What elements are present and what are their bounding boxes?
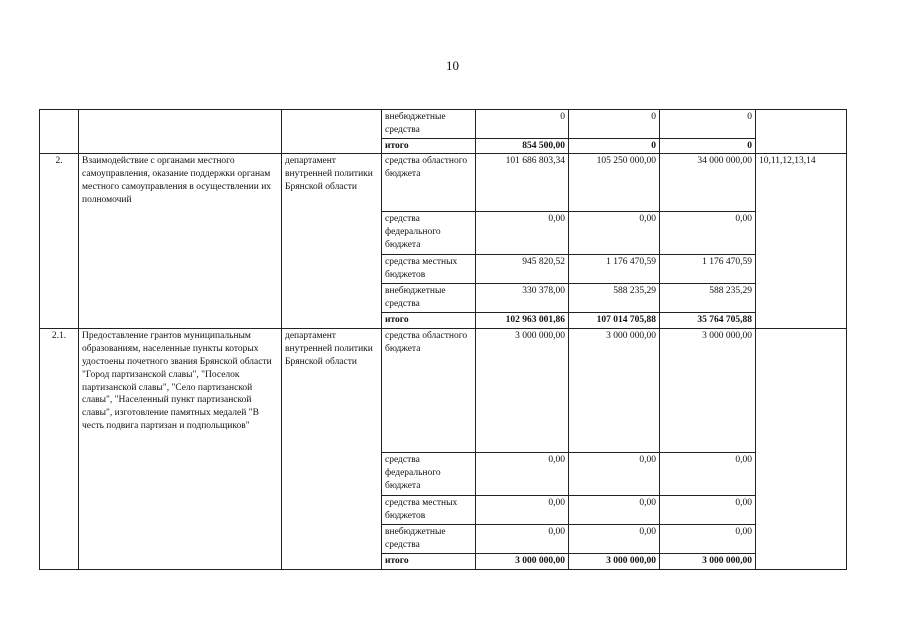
cell-amount-2: 588 235,29 [569, 284, 660, 313]
cell-amount-3: 0,00 [660, 525, 756, 554]
cell-number [40, 212, 79, 329]
cell-description: Взаимодействие с органами местного самоуправления, оказание поддержки органам местного самоуправления в осуществлении их полномочий [79, 154, 282, 212]
cell-amount-1: 0,00 [476, 453, 569, 496]
cell-executor: департамент внутренней политики Брянской области [282, 329, 382, 453]
cell-number [40, 110, 79, 154]
cell-source: итого [382, 138, 476, 154]
cell-description [79, 453, 282, 570]
cell-amount-1: 0 [476, 110, 569, 139]
cell-amount-2: 0,00 [569, 496, 660, 525]
page-number: 10 [446, 58, 459, 73]
cell-source: внебюджетные средства [382, 110, 476, 139]
cell-indicators [756, 212, 847, 329]
cell-indicators [756, 110, 847, 154]
cell-amount-3: 0,00 [660, 212, 756, 255]
cell-number: 2.1. [40, 329, 79, 453]
cell-description [79, 110, 282, 154]
cell-amount-1: 0,00 [476, 496, 569, 525]
cell-amount-2: 3 000 000,00 [569, 554, 660, 570]
cell-amount-3: 34 000 000,00 [660, 154, 756, 212]
cell-amount-1: 945 820,52 [476, 255, 569, 284]
cell-amount-2: 0,00 [569, 212, 660, 255]
cell-amount-2: 105 250 000,00 [569, 154, 660, 212]
cell-amount-1: 854 500,00 [476, 138, 569, 154]
cell-amount-3: 588 235,29 [660, 284, 756, 313]
cell-executor [282, 110, 382, 154]
cell-amount-1: 102 963 001,86 [476, 313, 569, 329]
cell-indicators [756, 329, 847, 453]
cell-source: средства областного бюджета [382, 154, 476, 212]
cell-amount-1: 101 686 803,34 [476, 154, 569, 212]
cell-source: средства местных бюджетов [382, 496, 476, 525]
cell-amount-3: 0 [660, 110, 756, 139]
cell-source: итого [382, 554, 476, 570]
cell-amount-3: 1 176 470,59 [660, 255, 756, 284]
cell-source: средства федерального бюджета [382, 453, 476, 496]
cell-source: средства федерального бюджета [382, 212, 476, 255]
budget-table [39, 109, 847, 570]
table-row [40, 110, 847, 139]
cell-executor: департамент внутренней политики Брянской области [282, 154, 382, 212]
cell-amount-1: 3 000 000,00 [476, 329, 569, 453]
cell-amount-2: 1 176 470,59 [569, 255, 660, 284]
cell-amount-1: 0,00 [476, 212, 569, 255]
cell-source: средства местных бюджетов [382, 255, 476, 284]
table-row [40, 453, 847, 496]
cell-amount-2: 107 014 705,88 [569, 313, 660, 329]
cell-amount-2: 0 [569, 110, 660, 139]
cell-amount-3: 3 000 000,00 [660, 329, 756, 453]
cell-amount-2: 3 000 000,00 [569, 329, 660, 453]
cell-executor [282, 453, 382, 570]
cell-executor [282, 212, 382, 329]
table-row [40, 212, 847, 255]
cell-number [40, 453, 79, 570]
cell-indicators: 10,11,12,13,14 [756, 154, 847, 212]
cell-amount-3: 35 764 705,88 [660, 313, 756, 329]
cell-amount-1: 0,00 [476, 525, 569, 554]
cell-description [79, 212, 282, 329]
cell-amount-3: 0,00 [660, 453, 756, 496]
cell-source: средства областного бюджета [382, 329, 476, 453]
cell-amount-2: 0,00 [569, 453, 660, 496]
table-row [40, 154, 847, 212]
cell-source: внебюджетные средства [382, 525, 476, 554]
cell-number: 2. [40, 154, 79, 212]
cell-amount-2: 0 [569, 138, 660, 154]
cell-indicators [756, 453, 847, 570]
cell-description: Предоставление грантов муниципальным образованиям, населенные пункты которых удостоены почетного звания Брянской области "Город партизанской славы", "Поселок партизанской славы", "Село партизанской славы", "Населенный пункт партизанской славы", изготовление памятных медалей "В честь подвига партизан и подпольщиков" [79, 329, 282, 453]
cell-source: итого [382, 313, 476, 329]
cell-amount-1: 330 378,00 [476, 284, 569, 313]
cell-amount-3: 0 [660, 138, 756, 154]
table-row [40, 329, 847, 453]
cell-amount-2: 0,00 [569, 525, 660, 554]
cell-amount-1: 3 000 000,00 [476, 554, 569, 570]
cell-source: внебюджетные средства [382, 284, 476, 313]
cell-amount-3: 3 000 000,00 [660, 554, 756, 570]
cell-amount-3: 0,00 [660, 496, 756, 525]
